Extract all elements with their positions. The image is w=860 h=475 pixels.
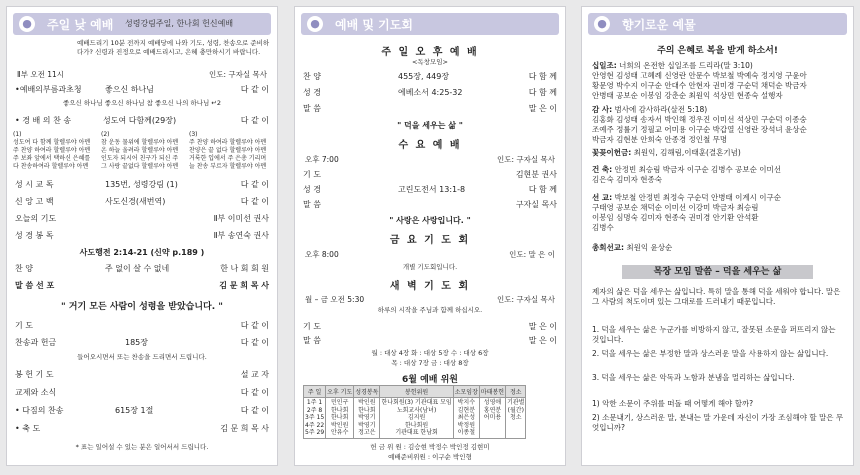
friday-time: 오후 8:00 [305,250,339,259]
committee-table [303,385,526,439]
table-row: 1주 1 2주 8 3주 15 4주 22 5주 29 민인구 한나회 한나회 박인원 안유수 박인원 한나회 박영기 박영기 정고은 한나회원(3) 기관대표 모임 노회교사(남녀) 김지원 한나회원 기관대표 한남회 박지수 김현분 최은성 박정원 이종철 성영애 홍연분 어미용 기관별 (월간) 청소 [305,399,525,436]
lesson-paragraph: 제자의 삶은 덕을 세우는 삶입니다. 특히 말을 통해 덕을 세워야 합니다. 말은 그 사람의 척도이며 있는 그대로를 드러내기 때문입니다. [592,287,841,306]
wednesday-leader: 인도: 구자실 목사 [496,155,555,164]
section-subtitle: 성령강림주일, 한나회 헌신예배 [125,19,234,28]
sunday-afternoon-title: 주 일 오 후 예 배 [381,47,479,58]
offering-group: 십일조: 너희의 온전한 십일조를 드리라(말 3:10) 안영현 김성태 고혜례 신영란 안문수 박보철 박예숙 정지영 구윤아 황문영 박수지 이구순 안대수 안현자 권미경 구순덕 채덕순 박금자 안병태 공보순 이봉임 강춘순 최원익 석상민 현종숙 설행자 [592,61,807,100]
sermon-title: " 덕을 세우는 삶 " [397,121,463,130]
section-header [588,13,847,35]
dawn-title: 새 벽 기 도 회 [389,281,471,292]
scripture-ref: 사도행전 2:14-21 (신약 p.189 ) [79,248,205,257]
footnote: * 표는 일어설 수 있는 분은 일어서서 드립니다. [75,443,209,451]
discussion-question: 2) 소문내기, 상스러운 말, 분내는 말 가운데 자신이 가장 조심해야 할 말은 무엇입니까? [592,413,844,432]
hymn-verse: (2) 참 운동 물위에 할렐루야 아멘 온 하늘 울려라 할렐루야 아멘 인도자 되시어 친구가 되신 주 그 사랑 끝없다 할렐루야 아멘 [101,131,179,170]
offering-group: 선 교: 박보철 안정빈 최정숙 구순덕 안병태 이계시 이구순 구태영 공보순 채덕순 이미선 이강미 박금자 최승림 이봉임 심명숙 김미자 현종숙 권미경 안기환 안석환 김병수 [592,193,781,232]
section-title: 주일 낮 예배 [47,18,114,32]
discussion-question: 1) 악한 소문이 주위를 떠돌 때 어떻게 해야 할까? [592,399,754,408]
section-title: 예배 및 기도회 [335,18,413,32]
bullet-icon: ● [307,16,323,32]
dawn-schedule: 월 : 대상 4장 화 : 대상 5장 수 : 대상 6장 [371,349,489,357]
lesson-point: 3. 덕을 세우는 삶은 악독과 노함과 분냄을 멀리하는 삶입니다. [592,373,795,382]
june-committee-title: 6월 예배 위원 [402,375,458,385]
dawn-leader: 인도: 구자실 목사 [496,295,555,304]
sermon-title: " 거기 모든 사람이 성령을 받았습니다. " [60,302,223,312]
section-header [301,13,559,35]
call-lyrics: 좋으신 하나님 좋으신 하나님 참 좋으신 나의 하나님 ↵2 [63,99,221,107]
table-header-row: 주 일 오후 기도 성경봉독 봉헌위원 소모임장 마태봉헌 정소 [304,386,526,398]
service-time: Ⅱ부 오전 11시 [17,70,64,79]
panel-services-prayer: ● 예배 및 기도회 주 일 오 후 예 배 <독창모임> 찬 양 455장, 449장 다 함 께 성 경 에베소서 4:25-32 다 함 께 말 씀 말 은 이 " 덕을 세우는 삶 " 수 요 예 배 오후 7:00 인도: 구자실 목사 기 도 김현분 권사 성 경 고린도전서 13:1-8 다 함 께 말 씀 구자실 목사 " 사랑은 사랑입니다. " 금 요 기 도 회 오후 8:00 인도: 말 은 이 개별 기도회입니다. 새 벽 기 도 회 월 – 금 오전 5:30 인도: 구자실 목사 하루의 시작을 주님과 함께 하십시오. 기 도 말 은 이 말 씀 말 은 이 월 : 대상 4장 화 : 대상 5장 수 : 대상 6장 목 : 대상 7장 금 : 대상 8장 6월 예배 위원 주 일 오후 기도 성경봉독 봉헌위원 소모임장 마태봉헌 정소 1주 1 2주 8 3주 15 4주 22 5주 29 민인구 한나회 한나회 박인원 안유수 박인원 한나회 박영기 박영기 정고은 한나회원(3) 기관대표 모임 노회교사(남녀) 김지원 한나회원 기관대표 한남회 박지수 김현분 최은성 박정원 이종철 성영애 홍연분 어미용 기관별 (월간) 청소 헌 금 위 원 : 김승현 박정수 박인정 김현미 예배준비위원 : 이구순 박인형 [294,6,566,466]
offering-group: 건 축: 안정빈 최승림 박금자 이구순 김병수 공보순 이미선 김은숙 김미자 현종숙 [592,165,781,184]
bullet-icon: ● [19,16,35,32]
bullet-icon: ● [594,16,610,32]
lesson-point: 2. 덕을 세우는 삶은 부정한 말과 상스러운 말을 사용하지 않는 삶입니다. [592,349,829,358]
sunday-afternoon-sub: <독창모임> [411,58,448,66]
section-header [13,13,271,35]
lesson-point: 1. 덕을 세우는 삶은 누군가를 비방하지 않고, 잘못된 소문을 퍼뜨리지 않는 것입니다. [592,325,836,344]
panel-sunday-service: ● 주일 낮 예배 성령강림주일, 한나회 헌신예배 예배드리기 10분 전까지 예배당에 나와 기도, 성령, 찬송으로 준비하다가? 신령과 진정으로 예배드리시고, 은혜 충만하시기 바랍니다. Ⅱ부 오전 11시 인도: 구자실 목사 •예배의부름과초청 좋으신 하나님 다 같 이 좋으신 하나님 좋으신 하나님 참 좋으신 나의 하나님 ↵2 • 경 배 의 찬 송 성도여 다함께(29장) 다 같 이 (1) 성도여 다 함께 할렐루야 아멘 주 찬양 하여라 할렐루야 아멘 주 보좌 앞에서 택하신 은혜를 다 찬송하여라 할렐루야 아멘 (2) 참 운동 물위에 할렐루야 아멘 온 하늘 울려라 할렐루야 아멘 인도자 되시어 친구가 되신 주 그 사랑 끝없다 할렐루야 아멘 (3) 주 찬양 하여라 할렐루야 아멘 찬양은 끝 없다 할렐루야 아멘 거룩한 입에서 주 은총 기리며 늘 찬송 부르자 할렐루야 아멘 성 시 교 독 135번, 성령강림 (1) 다 같 이 신 앙 고 백 사도신경(새번역) 다 같 이 오늘의 기도 Ⅱ부 이미선 권사 성 경 봉 독 Ⅱ부 송연숙 권사 사도행전 2:14-21 (신약 p.189 ) 찬 양 주 없이 살 수 없네 한 나 회 회 원 말 씀 선 포 김 문 희 목 사 " 거기 모든 사람이 성령을 받았습니다. " 기 도 다 같 이 찬송과 헌금 185장 다 같 이 들어오시면서 또는 찬송을 드리면서 드립니다. 봉 헌 기 도 설 교 자 교제와 소식 다 같 이 • 다짐의 찬송 615장 1절 다 같 이 • 축 도 김 문 희 목 사 * 표는 일어설 수 있는 분은 일어서서 드립니다. [6,6,278,466]
friday-leader: 인도: 말 은 이 [509,250,555,259]
offering-group: 감 사: 범사에 감사하라(살전 5:18) 김홍화 김성태 송자서 박인해 정우진 이미선 석상민 구순덕 이종숭 조예주 정률기 정필교 어미용 이구순 박갑열 신영란 장석녀 윤상순 박금자 김현분 안희숙 안종경 정인철 무명 [592,105,807,144]
friday-note: 개별 기도회입니다. [402,263,458,271]
intro-text: 예배드리기 10분 전까지 예배당에 나와 기도, 성령, 찬송으로 준비하다가? 신령과 진정으로 예배드리시고, 은혜 충만하시기 바랍니다. [77,39,270,56]
hymn-verse: (1) 성도여 다 함께 할렐루야 아멘 주 찬양 하여라 할렐루야 아멘 주 보좌 앞에서 택하신 은혜를 다 찬송하여라 할렐루야 아멘 [13,131,91,170]
offering-note: 들어오시면서 또는 찬송을 드리면서 드립니다. [77,353,207,361]
dawn-note: 하루의 시작을 주님과 함께 하십시오. [377,306,483,314]
table-footer: 헌 금 위 원 : 김승현 박정수 박인정 김현미 [370,443,490,451]
hymn-verse: (3) 주 찬양 하여라 할렐루야 아멘 찬양은 끝 없다 할렐루야 아멘 거룩한 입에서 주 은총 기리며 늘 찬송 부르자 할렐루야 아멘 [189,131,267,170]
section-title: 향기로운 예물 [622,18,696,32]
service-leader: 인도: 구자실 목사 [208,70,267,79]
wednesday-time: 오후 7:00 [305,155,339,164]
table-footer: 예배준비위원 : 이구순 박인형 [388,453,472,461]
dawn-time: 월 – 금 오전 5:30 [305,295,365,304]
small-group-title: 목장 모임 말씀 – 덕을 세우는 삶 [622,265,813,279]
sermon-title: " 사랑은 사랑입니다. " [389,216,471,225]
offering-group: 총회선교: 최원익 윤상순 [592,243,673,252]
friday-title: 금 요 기 도 회 [389,235,471,246]
offering-group: 꽃꽂이헌금: 최원익, 김해림,이태훈(결혼기념) [592,148,741,157]
motto: 주의 은혜로 복을 받게 하소서! [657,46,778,56]
dawn-schedule: 목 : 대상 7장 금 : 대상 8장 [391,359,469,367]
wednesday-title: 수 요 예 배 [398,140,462,151]
panel-offerings [581,6,854,466]
